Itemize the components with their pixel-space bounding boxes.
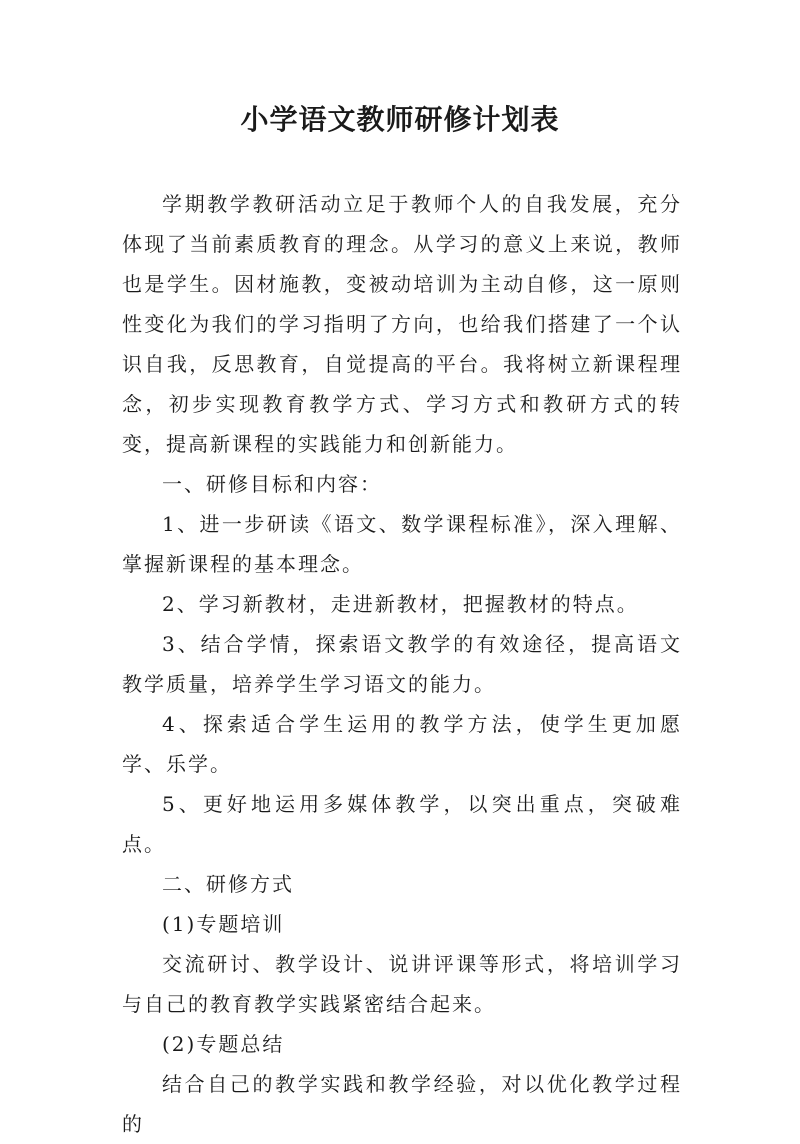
goal-item-1: 1、进一步研读《语文、数学课程标准》，深入理解、掌握新课程的基本理念。	[122, 512, 682, 576]
method-paragraph-1: 交流研讨、教学设计、说讲评课等形式，将培训学习与自己的教育教学实践紧密结合起来。	[122, 952, 682, 1016]
intro-paragraph: 学期教学教研活动立足于教师个人的自我发展，充分体现了当前素质教育的理念。从学习的意义上来说，教师也是学生。因材施教，变被动培训为主动自修，这一原则性变化为我们的学习指明了方向，也给我们搭建了一个认识自我，反思教育，自觉提高的平台。我将树立新课程理念，初步实现教育教学方式、学习方式和教研方式的转变，提高新课程的实践能力和创新能力。	[122, 192, 682, 456]
goal-item-4: 4、探索适合学生运用的教学方法，使学生更加愿学、乐学。	[122, 712, 682, 776]
goal-item-2: 2、学习新教材，走进新教材，把握教材的特点。	[162, 592, 639, 616]
goal-item-5: 5、更好地运用多媒体教学，以突出重点，突破难点。	[122, 792, 682, 856]
document-title: 小学语文教师研修计划表	[240, 103, 560, 136]
goal-item-3: 3、结合学情，探索语文教学的有效途径，提高语文教学质量，培养学生学习语文的能力。	[122, 632, 682, 696]
section-heading-goals: 一、研修目标和内容：	[162, 472, 382, 496]
method-heading-1: (1)专题培训	[162, 912, 285, 936]
method-heading-2: (2)专题总结	[162, 1032, 285, 1056]
section-heading-methods: 二、研修方式	[162, 872, 294, 896]
method-paragraph-2: 结合自己的教学实践和教学经验，对以优化教学过程的	[122, 1072, 682, 1136]
document-body	[122, 184, 682, 1144]
